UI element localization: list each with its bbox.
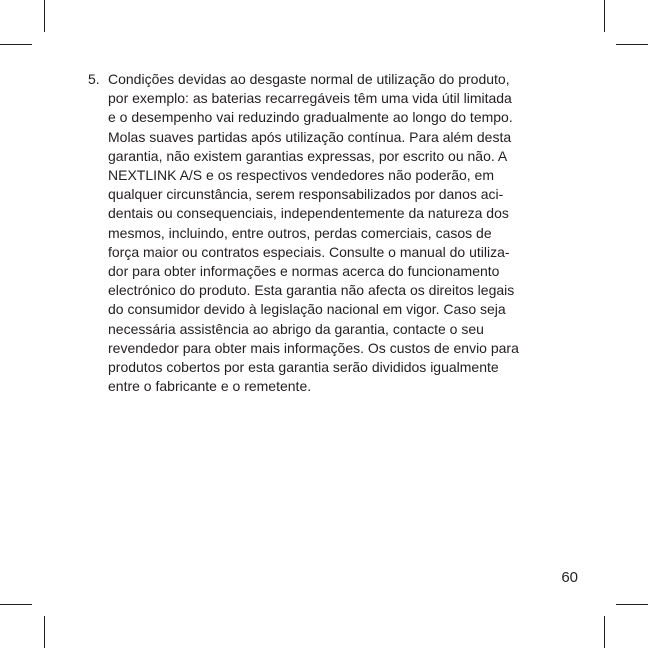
crop-mark-bottom-left-horizontal [0, 604, 32, 605]
crop-mark-top-left-horizontal [0, 44, 32, 45]
page-number: 60 [561, 569, 578, 586]
crop-mark-bottom-right-vertical [604, 616, 605, 648]
crop-mark-top-right-horizontal [616, 44, 648, 45]
paragraph-line: do consumidor devido à legislação nacional em vigor. Caso seja [108, 301, 506, 318]
crop-mark-top-right-vertical [604, 0, 605, 32]
paragraph-line: Condições devidas ao desgaste normal de utilização do produto, [108, 71, 510, 87]
paragraph-line: NEXTLINK A/S e os respectivos vendedores não poderão, em [108, 167, 494, 184]
paragraph-line: produtos cobertos por esta garantia serão divididos igualmente [108, 359, 499, 376]
paragraph-line: qualquer circunstância, serem responsabilizados por danos aci- [108, 186, 504, 203]
item-paragraph [108, 70, 578, 396]
paragraph-line: electrónico do produto. Esta garantia não afecta os direitos legais [108, 282, 515, 299]
paragraph-line: e o desempenho vai reduzindo gradualmente ao longo do tempo. [108, 109, 513, 126]
crop-mark-top-left-vertical [44, 0, 45, 32]
paragraph-line: entre o fabricante e o remetente. [108, 378, 312, 395]
paragraph-line: força maior ou contratos especiais. Consulte o manual do utiliza- [108, 243, 510, 260]
paragraph-line: por exemplo: as baterias recarregáveis têm uma vida útil limitada [108, 90, 512, 107]
paragraph-line: garantia, não existem garantias expressas, por escrito ou não. A [108, 147, 508, 164]
paragraph-line: dentais ou consequenciais, independentemente da natureza dos [108, 205, 509, 222]
item-number: 5. [88, 71, 100, 87]
paragraph-line: revendedor para obter mais informações. Os custos de envio para [108, 339, 519, 356]
paragraph-line: Molas suaves partidas após utilização contínua. Para além desta [108, 128, 512, 145]
crop-mark-bottom-left-vertical [44, 616, 45, 648]
crop-mark-bottom-right-horizontal [616, 604, 648, 605]
paragraph-line: dor para obter informações e normas acerca do funcionamento [108, 263, 500, 280]
paragraph-line: necessária assistência ao abrigo da garantia, contacte o seu [108, 320, 484, 337]
paragraph-line: mesmos, incluindo, entre outros, perdas comerciais, casos de [108, 224, 492, 241]
